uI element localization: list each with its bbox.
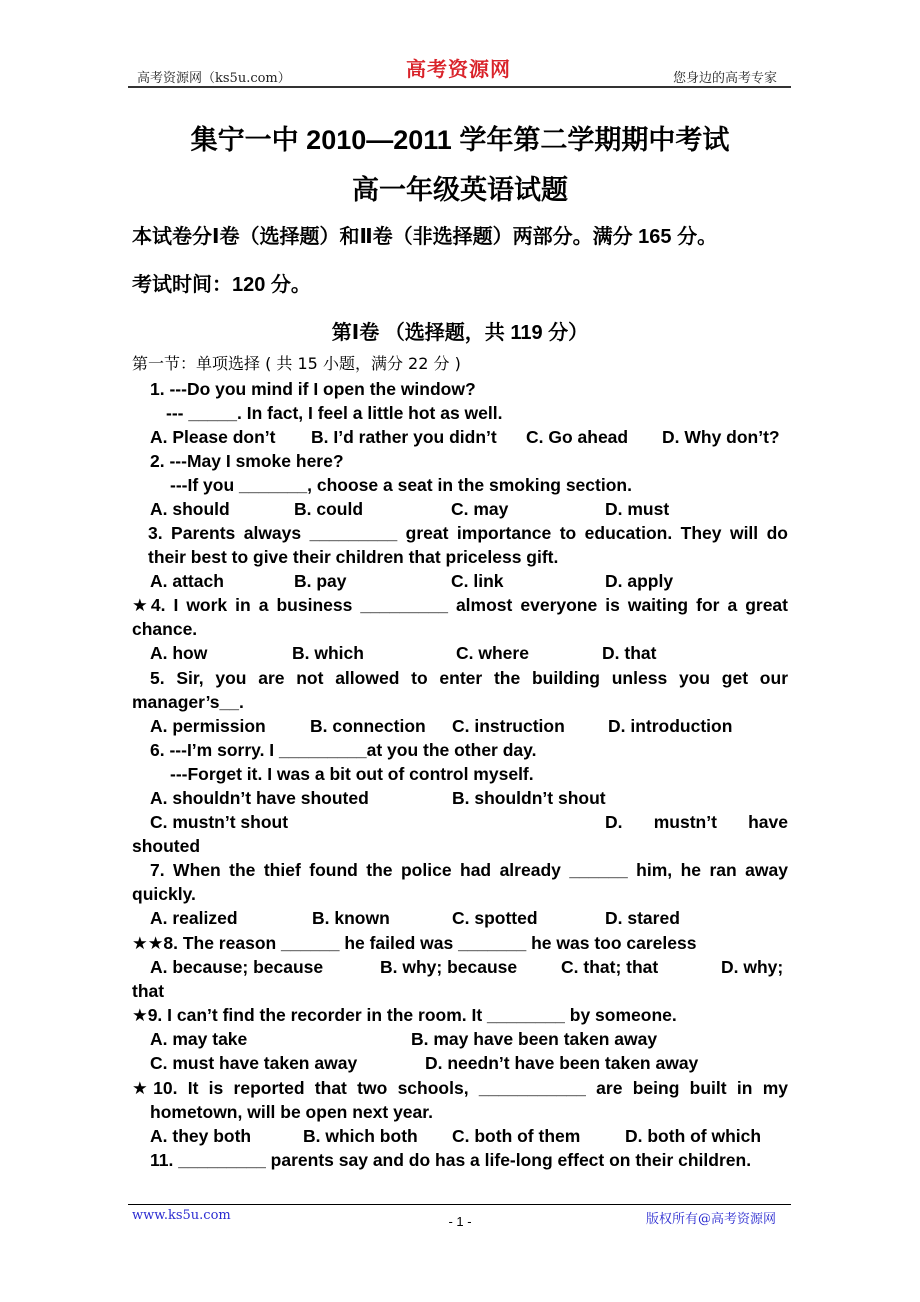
part1-heading: 第Ⅰ卷 （选择题，共 119 分） — [331, 322, 589, 344]
site-logo: 高考资源网 — [406, 57, 511, 81]
answer-option: B. why; because — [380, 957, 518, 977]
header-site-name: 高考资源网（ks5u.com） — [137, 71, 291, 86]
answer-option: A. how — [150, 643, 208, 663]
answer-option: C. may — [451, 499, 509, 519]
answer-option: B. may have been taken away — [411, 1029, 658, 1049]
answer-option: D. that — [602, 643, 657, 663]
answer-option: B. which — [292, 643, 364, 663]
answer-option: D. Why don’t? — [662, 427, 780, 447]
answer-option: A. Please don’t — [150, 427, 276, 447]
answer-option: B. could — [294, 499, 364, 519]
question-text: ★4. I work in a business _________ almost everyone is waiting for a great — [132, 595, 788, 615]
answer-option: C. link — [451, 571, 504, 591]
exam-subtitle: 高一年级英语试题 — [352, 175, 568, 205]
question-text: that — [132, 981, 165, 1001]
answer-option: D. why; — [721, 957, 784, 977]
question-text: ---If you _______, choose a seat in the smoking section. — [170, 475, 632, 495]
intro-score: 本试卷分Ⅰ卷（选择题）和Ⅱ卷（非选择题）两部分。满分 165 分。 — [132, 226, 718, 248]
answer-option: B. connection — [310, 716, 426, 736]
answer-option: D. introduction — [608, 716, 733, 736]
exam-title: 集宁一中 2010—2011 学年第二学期期中考试 — [190, 125, 730, 155]
header-rule — [128, 86, 791, 88]
question-text: 7. When the thief found the police had already ______ him, he ran away — [150, 860, 788, 880]
question-text: ★★8. The reason ______ he failed was _______ he was too careless — [132, 933, 697, 953]
answer-option: A. may take — [150, 1029, 248, 1049]
question-text: chance. — [132, 619, 198, 639]
page-number: - 1 - — [448, 1214, 472, 1229]
question-text: 3. Parents always _________ great importance to education. They will do — [148, 523, 788, 543]
question-text: manager’s__. — [132, 692, 244, 712]
answer-option: A. realized — [150, 908, 238, 928]
answer-option: A. because; because — [150, 957, 324, 977]
answer-option: C. mustn’t shout — [150, 812, 289, 832]
answer-option: D. needn’t have been taken away — [425, 1053, 699, 1073]
answer-option: B. which both — [303, 1126, 418, 1146]
answer-option: D. apply — [605, 571, 674, 591]
question-text: hometown, will be open next year. — [150, 1102, 433, 1122]
answer-option: C. where — [456, 643, 529, 663]
answer-option: C. instruction — [452, 716, 565, 736]
answer-option: D. mustn’t have — [605, 812, 788, 832]
answer-option: B. known — [312, 908, 390, 928]
answer-option: C. both of them — [452, 1126, 581, 1146]
question-text: 6. ---I’m sorry. I _________at you the other day. — [150, 740, 537, 760]
answer-option: D. stared — [605, 908, 680, 928]
question-text: ★9. I can’t find the recorder in the room. It ________ by someone. — [132, 1005, 677, 1025]
footer-rule — [128, 1204, 791, 1205]
question-text: 1. ---Do you mind if I open the window? — [150, 379, 476, 399]
question-text: shouted — [132, 836, 201, 856]
answer-option: C. that; that — [561, 957, 659, 977]
answer-option: C. must have taken away — [150, 1053, 358, 1073]
answer-option: C. Go ahead — [526, 427, 629, 447]
question-text: quickly. — [132, 884, 196, 904]
section1-heading: 第一节：单项选择 ( 共 15 小题，满分 22 分 ) — [132, 354, 461, 373]
answer-option: A. shouldn’t have shouted — [150, 788, 369, 808]
answer-option: A. should — [150, 499, 230, 519]
answer-option: C. spotted — [452, 908, 538, 928]
answer-option: B. I’d rather you didn’t — [311, 427, 497, 447]
question-text: 11. _________ parents say and do has a life-long effect on their children. — [150, 1150, 752, 1170]
question-text: ★10. It is reported that two schools, ___________ are being built in my — [132, 1078, 788, 1098]
answer-option: B. pay — [294, 571, 347, 591]
answer-option: D. must — [605, 499, 670, 519]
header-slogan: 您身边的高考专家 — [673, 71, 778, 86]
question-text: 5. Sir, you are not allowed to enter the building unless you get our — [150, 668, 788, 688]
answer-option: A. they both — [150, 1126, 252, 1146]
footer-copyright: 版权所有@高考资源网 — [646, 1212, 777, 1227]
question-text: --- _____. In fact, I feel a little hot as well. — [166, 403, 503, 423]
question-text: 2. ---May I smoke here? — [150, 451, 344, 471]
question-text: their best to give their children that priceless gift. — [148, 547, 559, 567]
intro-time: 考试时间：120 分。 — [132, 274, 311, 296]
question-text: ---Forget it. I was a bit out of control myself. — [170, 764, 534, 784]
footer-website: www.ks5u.com — [132, 1208, 231, 1223]
answer-option: A. permission — [150, 716, 266, 736]
answer-option: A. attach — [150, 571, 224, 591]
answer-option: D. both of which — [625, 1126, 762, 1146]
answer-option: B. shouldn’t shout — [452, 788, 606, 808]
